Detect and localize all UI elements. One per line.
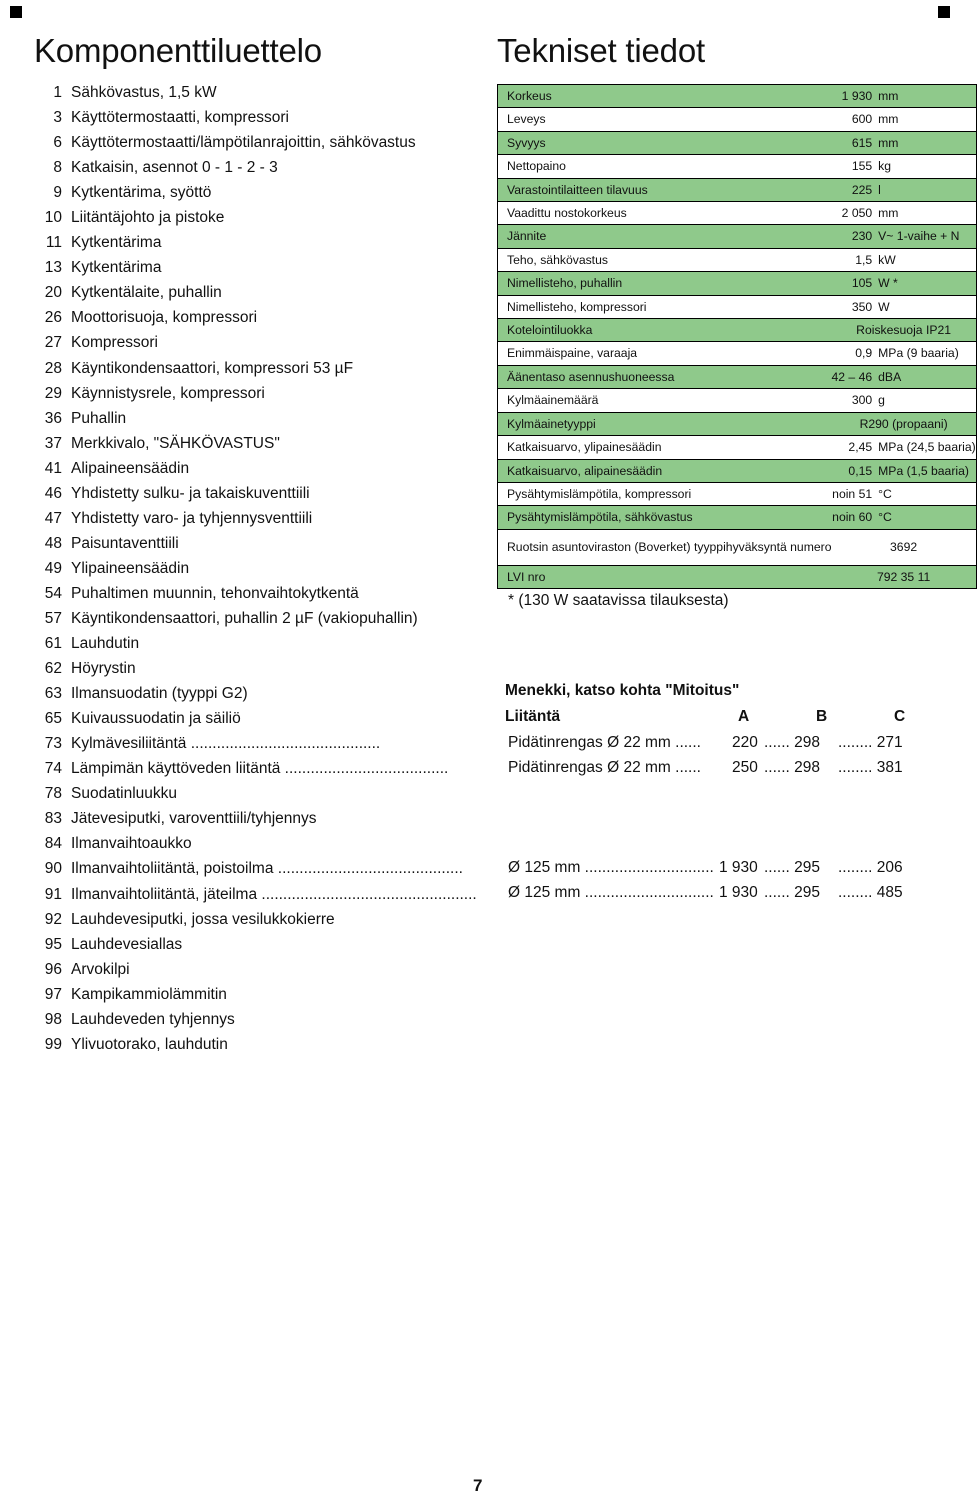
component-item bbox=[0, 381, 500, 406]
tech-row bbox=[498, 365, 977, 388]
tech-unit: V~ 1-vaihe + N bbox=[878, 229, 960, 244]
tech-label: Syvyys bbox=[507, 135, 546, 150]
component-number: 6 bbox=[53, 134, 62, 152]
tech-value: 0,15 bbox=[848, 463, 873, 478]
component-number: 61 bbox=[44, 635, 62, 653]
component-number: 83 bbox=[44, 810, 62, 828]
tech-label: Äänentaso asennushuoneessa bbox=[507, 369, 675, 384]
component-item bbox=[0, 280, 500, 305]
component-text: Liitäntäjohto ja pistoke bbox=[71, 209, 225, 227]
tech-value: 2,45 bbox=[848, 440, 873, 455]
tech-row bbox=[498, 178, 977, 201]
component-item bbox=[0, 581, 500, 606]
component-item bbox=[0, 982, 500, 1007]
component-text: Yhdistetty sulku- ja takaiskuventtiili bbox=[71, 484, 310, 502]
tech-row bbox=[498, 342, 977, 365]
connections-head-a: A bbox=[738, 708, 750, 725]
component-number: 74 bbox=[44, 760, 62, 778]
connection-b: ...... 295 bbox=[764, 859, 821, 876]
component-number: 26 bbox=[44, 309, 62, 327]
tech-value: R290 (propaani) bbox=[859, 416, 948, 431]
connection-size: Pidätinrengas Ø 22 mm ...... bbox=[508, 734, 701, 751]
component-text: Paisuntaventtiili bbox=[71, 534, 179, 552]
tech-label: Vaadittu nostokorkeus bbox=[507, 206, 627, 221]
component-text: Käynnistysrele, kompressori bbox=[71, 384, 265, 402]
component-item bbox=[0, 155, 500, 180]
component-number: 36 bbox=[44, 409, 62, 427]
tech-row bbox=[498, 319, 977, 342]
component-item bbox=[0, 731, 500, 756]
component-number: 96 bbox=[44, 960, 62, 978]
tech-label: LVI nro bbox=[507, 569, 546, 584]
component-text: Kompressori bbox=[71, 334, 158, 352]
component-item bbox=[0, 932, 500, 957]
component-item bbox=[0, 756, 500, 781]
component-text: Ilmansuodatin (tyyppi G2) bbox=[71, 685, 248, 703]
component-item bbox=[0, 80, 500, 105]
component-text: Merkkivalo, "SÄHKÖVASTUS" bbox=[71, 434, 280, 452]
tech-label: Varastointilaitteen tilavuus bbox=[507, 182, 648, 197]
component-number: 9 bbox=[53, 184, 62, 202]
component-number: 78 bbox=[44, 785, 62, 803]
component-item bbox=[0, 631, 500, 656]
tech-row bbox=[498, 202, 977, 225]
component-number: 95 bbox=[44, 935, 62, 953]
connection-size: Ø 125 mm .............................. bbox=[508, 859, 714, 876]
tech-value: 42 – 46 bbox=[831, 369, 873, 384]
tech-row bbox=[498, 436, 977, 459]
component-text: Ilmanvaihtoliitäntä, jäteilma .................................................. bbox=[71, 885, 477, 903]
tech-row bbox=[498, 225, 977, 248]
component-text: Lauhdevesiallas bbox=[71, 935, 183, 953]
tech-unit: mm bbox=[878, 89, 899, 103]
component-item bbox=[0, 606, 500, 631]
component-number: 54 bbox=[44, 584, 62, 602]
tech-unit: W bbox=[878, 299, 890, 314]
component-number: 84 bbox=[44, 835, 62, 853]
tech-value: 350 bbox=[851, 299, 873, 314]
component-text: Ylivuotorako, lauhdutin bbox=[71, 1035, 228, 1053]
tech-label: Ruotsin asuntoviraston (Boverket) tyyppihyväksyntä numero bbox=[507, 539, 832, 554]
tech-row bbox=[498, 412, 977, 435]
component-number: 48 bbox=[44, 534, 62, 552]
tech-data-table bbox=[497, 84, 977, 589]
leader-dots: ............................................ bbox=[186, 735, 381, 753]
component-text: Ilmanvaihtoliitäntä, poistoilma ........................................... bbox=[71, 860, 463, 878]
connections-head-c: C bbox=[894, 708, 906, 725]
connection-size: Pidätinrengas Ø 22 mm ...... bbox=[508, 759, 701, 776]
component-number: 62 bbox=[44, 660, 62, 678]
tech-row bbox=[498, 248, 977, 271]
connection-c: ........ 271 bbox=[838, 734, 903, 751]
component-item bbox=[0, 556, 500, 581]
component-number: 11 bbox=[45, 234, 62, 252]
component-item bbox=[0, 180, 500, 205]
component-text: Kylmävesiliitäntä ............................................ bbox=[71, 735, 381, 753]
component-list bbox=[0, 80, 500, 1057]
component-item bbox=[0, 681, 500, 706]
component-number: 46 bbox=[44, 484, 62, 502]
tech-unit: kg bbox=[878, 159, 892, 174]
tech-label: Nimellisteho, kompressori bbox=[507, 299, 647, 314]
component-item bbox=[0, 957, 500, 982]
connection-b: ...... 298 bbox=[764, 759, 821, 776]
component-number: 13 bbox=[44, 259, 62, 277]
tech-label: Leveys bbox=[507, 112, 546, 127]
tech-row bbox=[498, 529, 977, 565]
tech-unit: mm bbox=[878, 112, 899, 127]
component-text: Jätevesiputki, varoventtiili/tyhjennys bbox=[71, 810, 317, 828]
tech-unit: °C bbox=[878, 486, 892, 501]
component-item bbox=[0, 205, 500, 230]
tech-value: 615 bbox=[851, 135, 873, 150]
tech-value: 300 bbox=[851, 393, 873, 408]
tech-row bbox=[498, 108, 977, 131]
component-number: 90 bbox=[44, 860, 62, 878]
component-text: Ylipaineensäädin bbox=[71, 559, 190, 577]
component-text: Lauhdutin bbox=[71, 635, 140, 653]
component-item bbox=[0, 706, 500, 731]
component-item bbox=[0, 1007, 500, 1032]
component-item bbox=[0, 330, 500, 355]
component-number: 41 bbox=[44, 459, 62, 477]
tech-row bbox=[498, 459, 977, 482]
tech-row bbox=[498, 155, 977, 178]
tech-label: Kylmäainemäärä bbox=[507, 393, 599, 408]
connection-size: Ø 125 mm .............................. bbox=[508, 884, 714, 901]
component-text: Lämpimän käyttöveden liitäntä ...................................... bbox=[71, 760, 449, 778]
component-item bbox=[0, 130, 500, 155]
component-number: 73 bbox=[44, 735, 62, 753]
component-list-title: Komponenttiluettelo bbox=[34, 32, 322, 69]
connection-a: 1 930 bbox=[719, 859, 758, 876]
connection-c: ........ 485 bbox=[838, 884, 903, 901]
component-number: 65 bbox=[44, 710, 62, 728]
component-number: 20 bbox=[44, 284, 62, 302]
component-number: 57 bbox=[44, 609, 62, 627]
connections-head-label: Liitäntä bbox=[505, 708, 561, 725]
tech-label: Kylmäainetyyppi bbox=[507, 416, 596, 431]
connection-b: ...... 295 bbox=[764, 884, 821, 901]
tech-row bbox=[498, 389, 977, 412]
connection-b: ...... 298 bbox=[764, 734, 821, 751]
component-number: 92 bbox=[44, 910, 62, 928]
tech-value: 3692 bbox=[890, 539, 918, 554]
tech-value: noin 51 bbox=[832, 486, 873, 501]
tech-unit: mm bbox=[878, 206, 899, 221]
component-number: 49 bbox=[44, 559, 62, 577]
tech-label: Teho, sähkövastus bbox=[507, 252, 608, 267]
tech-value: 2 050 bbox=[841, 206, 873, 221]
tech-unit: W * bbox=[878, 276, 898, 291]
tech-unit: °C bbox=[878, 510, 892, 525]
tech-value: 230 bbox=[851, 229, 873, 244]
tech-value: Roiskesuoja IP21 bbox=[856, 323, 952, 338]
tech-value: 792 35 11 bbox=[876, 569, 931, 584]
component-number: 91 bbox=[44, 885, 62, 903]
tech-label: Enimmäispaine, varaaja bbox=[507, 346, 638, 361]
component-text: Kuivaussuodatin ja säiliö bbox=[71, 710, 241, 728]
component-item bbox=[0, 806, 500, 831]
corner-mark-left bbox=[10, 6, 22, 18]
component-item bbox=[0, 907, 500, 932]
component-number: 97 bbox=[44, 985, 62, 1003]
component-item bbox=[0, 831, 500, 856]
tech-label: Pysähtymislämpötila, sähkövastus bbox=[507, 510, 693, 525]
component-item bbox=[0, 882, 500, 907]
tech-label: Korkeus bbox=[507, 89, 552, 103]
component-number: 47 bbox=[44, 509, 62, 527]
component-text: Puhaltimen muunnin, tehonvaihtokytkentä bbox=[71, 584, 359, 602]
tech-label: Katkaisuarvo, alipainesäädin bbox=[507, 463, 663, 478]
connection-c: ........ 381 bbox=[838, 759, 903, 776]
component-item bbox=[0, 1032, 500, 1057]
tech-value: 225 bbox=[851, 182, 873, 197]
component-item bbox=[0, 481, 500, 506]
tech-label: Pysähtymislämpötila, kompressori bbox=[507, 486, 692, 501]
tech-unit: mm bbox=[878, 135, 899, 150]
connection-a: 220 bbox=[732, 734, 758, 751]
component-text: Kampikammiolämmitin bbox=[71, 985, 227, 1003]
tech-row bbox=[498, 506, 977, 529]
component-number: 1 bbox=[53, 84, 62, 101]
connections-head-b: B bbox=[816, 708, 828, 725]
component-item bbox=[0, 356, 500, 381]
tech-unit: kW bbox=[878, 252, 896, 267]
connection-c: ........ 206 bbox=[838, 859, 903, 876]
component-number: 8 bbox=[53, 159, 62, 177]
tech-value: 600 bbox=[851, 112, 873, 127]
page-number: 7 bbox=[473, 1476, 483, 1495]
tech-unit: dBA bbox=[878, 369, 902, 384]
connection-a: 1 930 bbox=[719, 884, 758, 901]
tech-value: 1,5 bbox=[855, 252, 873, 267]
component-number: 99 bbox=[44, 1035, 62, 1053]
component-text: Lauhdevesiputki, jossa vesilukkokierre bbox=[71, 910, 335, 928]
tech-label: Katkaisuarvo, ylipainesäädin bbox=[507, 440, 662, 455]
component-text: Käyntikondensaattori, kompressori 53 µF bbox=[71, 359, 354, 377]
tech-label: Nettopaino bbox=[507, 159, 566, 174]
component-text: Käyttötermostaatti, kompressori bbox=[71, 109, 289, 127]
connection-a: 250 bbox=[732, 759, 758, 776]
tech-value: noin 60 bbox=[832, 510, 873, 525]
leader-dots: ...................................... bbox=[280, 760, 449, 778]
tech-unit: MPa (9 baaria) bbox=[878, 346, 959, 361]
component-number: 37 bbox=[44, 434, 62, 452]
component-item bbox=[0, 105, 500, 130]
component-text: Alipaineensäädin bbox=[71, 459, 190, 477]
component-text: Kytkentärima bbox=[71, 259, 162, 277]
component-item bbox=[0, 305, 500, 330]
component-text: Suodatinluukku bbox=[71, 785, 177, 803]
component-text: Kytkentälaite, puhallin bbox=[71, 284, 222, 302]
component-item bbox=[0, 856, 500, 881]
tech-row bbox=[498, 272, 977, 295]
tech-value: 155 bbox=[851, 159, 873, 174]
component-item bbox=[0, 230, 500, 255]
component-text: Yhdistetty varo- ja tyhjennysventtiili bbox=[71, 509, 313, 527]
tech-row bbox=[498, 295, 977, 318]
tech-row bbox=[498, 565, 977, 588]
tech-row bbox=[498, 482, 977, 505]
component-text: Puhallin bbox=[71, 409, 127, 427]
corner-mark-right bbox=[938, 6, 950, 18]
component-text: Ilmanvaihtoaukko bbox=[71, 835, 192, 853]
component-item bbox=[0, 431, 500, 456]
component-text: Katkaisin, asennot 0 - 1 - 2 - 3 bbox=[71, 159, 278, 177]
leader-dots: .................................................. bbox=[257, 885, 477, 903]
component-text: Käyttötermostaatti/lämpötilanrajoittin, sähkövastus bbox=[71, 134, 416, 152]
tech-unit: MPa (1,5 baaria) bbox=[878, 463, 969, 478]
tech-row bbox=[498, 131, 977, 154]
component-number: 27 bbox=[44, 334, 62, 352]
leader-dots: ........................................... bbox=[273, 860, 463, 878]
tech-value: 105 bbox=[851, 276, 873, 291]
component-number: 98 bbox=[44, 1010, 62, 1028]
tech-label: Jännite bbox=[507, 229, 547, 244]
component-text: Moottorisuoja, kompressori bbox=[71, 309, 258, 327]
component-number: 29 bbox=[44, 384, 62, 402]
tech-unit: MPa (24,5 baaria) bbox=[878, 440, 976, 455]
tech-unit: l bbox=[878, 182, 881, 197]
component-item bbox=[0, 656, 500, 681]
tech-label: Kotelointiluokka bbox=[507, 323, 593, 338]
component-item bbox=[0, 406, 500, 431]
component-text: Sähkövastus, 1,5 kW bbox=[71, 84, 217, 101]
component-item bbox=[0, 531, 500, 556]
component-item bbox=[0, 255, 500, 280]
component-text: Arvokilpi bbox=[71, 960, 130, 978]
tech-label: Nimellisteho, puhallin bbox=[507, 276, 623, 291]
tech-data-title: Tekniset tiedot bbox=[497, 32, 705, 69]
component-number: 10 bbox=[44, 209, 62, 227]
component-number: 28 bbox=[44, 359, 62, 377]
component-number: 3 bbox=[53, 109, 62, 127]
component-item bbox=[0, 506, 500, 531]
connections-title: Menekki, katso kohta "Mitoitus" bbox=[505, 682, 740, 699]
tech-unit: g bbox=[878, 393, 885, 408]
component-text: Kytkentärima, syöttö bbox=[71, 184, 212, 202]
tech-value: 0,9 bbox=[855, 346, 873, 361]
component-item bbox=[0, 781, 500, 806]
tech-row bbox=[498, 85, 977, 108]
component-text: Kytkentärima bbox=[71, 234, 162, 252]
tech-value: 1 930 bbox=[841, 89, 873, 103]
component-item bbox=[0, 456, 500, 481]
component-number: 63 bbox=[44, 685, 62, 703]
component-text: Käyntikondensaattori, puhallin 2 µF (vakiopuhallin) bbox=[71, 609, 418, 627]
component-text: Höyrystin bbox=[71, 660, 136, 678]
component-text: Lauhdeveden tyhjennys bbox=[71, 1010, 235, 1028]
footnote: * (130 W saatavissa tilauksesta) bbox=[508, 592, 729, 609]
